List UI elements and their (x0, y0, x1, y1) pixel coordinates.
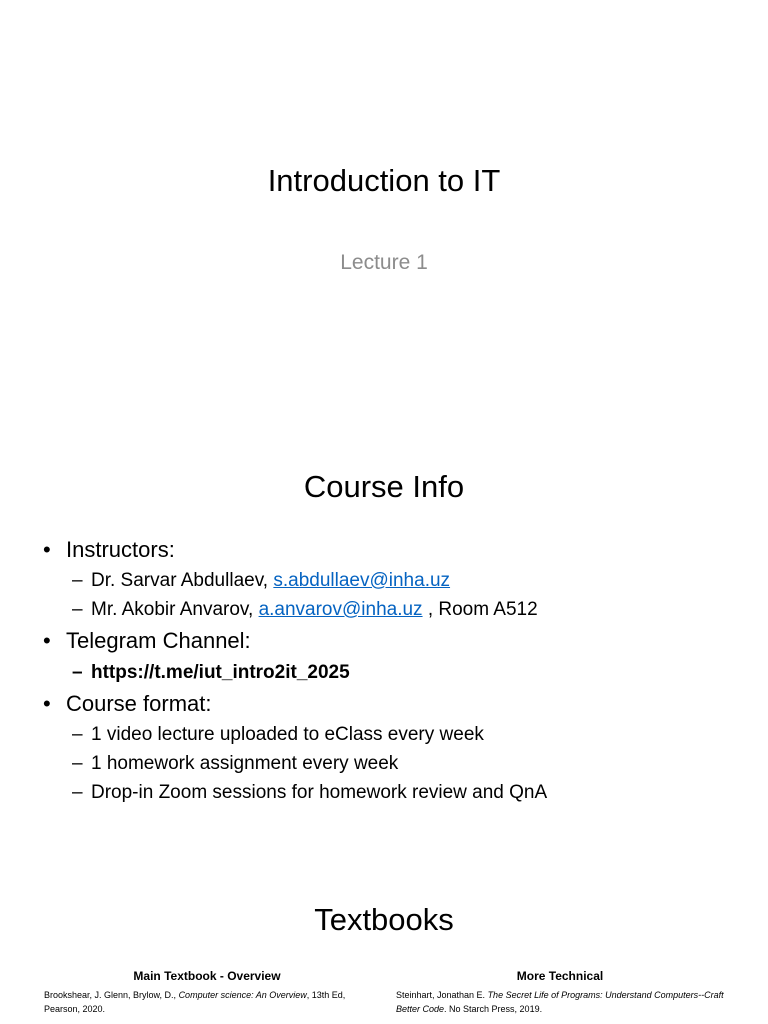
slide-title: Introduction to IT (267, 163, 501, 198)
dash-icon: – (72, 570, 83, 591)
instructor-name: Mr. Akobir Anvarov, (91, 599, 259, 620)
telegram-url: https://t.me/iut_intro2it_2025 (91, 662, 350, 683)
citation (44, 988, 370, 1016)
instructor-suffix: , Room A512 (422, 599, 538, 620)
slide-title: Course Info (303, 469, 465, 504)
dash-icon: – (72, 599, 83, 620)
sub-item-format (42, 778, 742, 807)
column-heading: More Technical (516, 969, 604, 983)
dash-icon: – (72, 662, 83, 683)
format-text: Drop-in Zoom sessions for homework review and QnA (91, 782, 548, 803)
textbook-column-main (44, 968, 370, 1016)
textbooks-slide (0, 866, 768, 1024)
citation (396, 988, 724, 1016)
sub-item-instructor (42, 566, 742, 595)
citation-authors: Brookshear, J. Glenn, Brylow, D., (44, 990, 179, 1000)
slide-subtitle: Lecture 1 (340, 251, 428, 274)
dash-icon: – (72, 782, 83, 803)
citation-title: Computer science: An Overview (178, 990, 307, 1000)
sub-item-instructor (42, 595, 742, 624)
format-text: 1 homework assignment every week (91, 753, 399, 774)
column-heading: Main Textbook - Overview (133, 969, 281, 983)
list-item-label: Course format: (66, 691, 212, 716)
email-link[interactable]: a.anvarov@inha.uz (258, 599, 423, 620)
list-item-telegram (42, 626, 742, 656)
citation-details: . No Starch Press, 2019. (444, 1004, 543, 1014)
bullet-icon: • (43, 628, 51, 653)
list-item-label: Instructors: (66, 537, 175, 562)
dash-icon: – (72, 753, 83, 774)
list-item-label: Telegram Channel: (66, 628, 251, 653)
bullet-icon: • (43, 691, 51, 716)
slide-title: Textbooks (314, 902, 454, 937)
title-slide (0, 0, 768, 433)
citation-title: The Secret Life of Programs: Understand Computers--Craft Better Code (396, 990, 724, 1014)
course-info-slide (0, 433, 768, 866)
citation-authors: Steinhart, Jonathan E. (396, 990, 488, 1000)
instructor-name: Dr. Sarvar Abdullaev, (91, 570, 274, 591)
dash-icon: – (72, 724, 83, 745)
list-item-format (42, 689, 742, 719)
bullet-icon: • (43, 537, 51, 562)
sub-item-telegram-url (42, 658, 742, 687)
bullet-list (42, 535, 742, 807)
sub-item-format (42, 720, 742, 749)
list-item-instructors (42, 535, 742, 565)
sub-item-format (42, 749, 742, 778)
citation-details: , 13th Ed, Pearson, 2020. (44, 990, 346, 1014)
email-link[interactable]: s.abdullaev@inha.uz (273, 570, 451, 591)
format-text: 1 video lecture uploaded to eClass every week (91, 724, 484, 745)
textbook-column-technical (396, 968, 724, 1016)
